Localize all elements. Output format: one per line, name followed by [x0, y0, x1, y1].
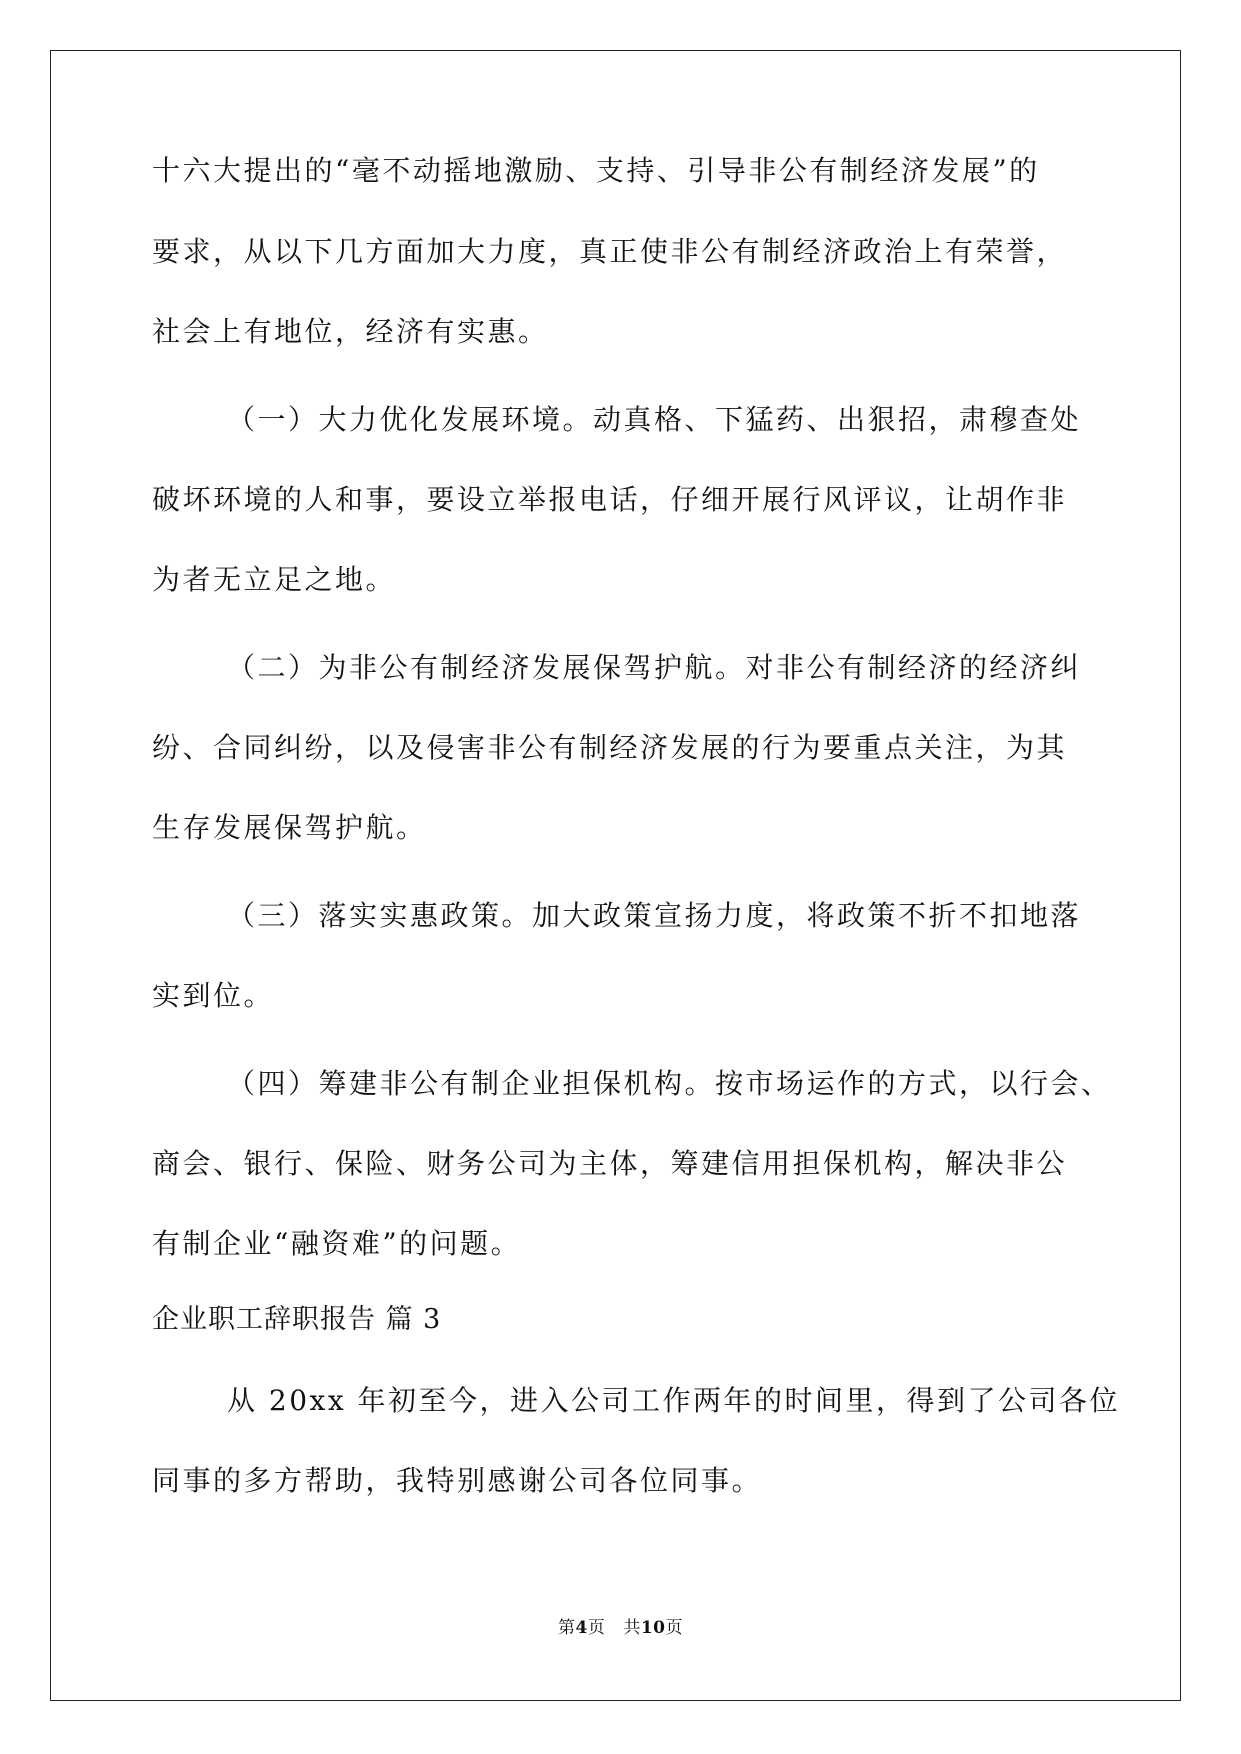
paragraph-line: 十六大提出的“毫不动摇地激励、支持、引导非公有制经济发展”的 [152, 154, 1040, 187]
section-heading: 企业职工辞职报告 篇 3 [152, 1304, 442, 1335]
paragraph-line: 从 20xx 年初至今，进入公司工作两年的时间里，得到了公司各位 [227, 1384, 1121, 1417]
paragraph-line: 社会上有地位，经济有实惠。 [152, 315, 549, 348]
paragraph-line: 同事的多方帮助，我特别感谢公司各位同事。 [152, 1464, 763, 1497]
paragraph-line: （三）落实实惠政策。加大政策宣扬力度，将政策不折不扣地落 [227, 899, 1082, 932]
page-suffix: 页 [587, 1618, 606, 1638]
paragraph-line: （二）为非公有制经济发展保驾护航。对非公有制经济的经济纠 [227, 651, 1082, 684]
paragraph-line: 为者无立足之地。 [152, 563, 397, 596]
total-pages: 10 [640, 1618, 666, 1638]
paragraph-line: 商会、银行、保险、财务公司为主体，筹建信用担保机构，解决非公 [152, 1147, 1068, 1180]
paragraph-line: 生存发展保驾护航。 [152, 811, 427, 844]
page-prefix: 第 [557, 1618, 576, 1638]
page-number: 4 [575, 1618, 588, 1638]
page-border [50, 50, 1181, 1701]
paragraph-line: （一）大力优化发展环境。动真格、下猛药、出狠招，肃穆查处 [227, 403, 1082, 436]
page-footer [0, 1618, 1241, 1638]
paragraph-line: （四）筹建非公有制企业担保机构。按市场运作的方式，以行会、 [227, 1067, 1112, 1100]
paragraph-line: 要求，从以下几方面加大力度，真正使非公有制经济政治上有荣誉， [152, 235, 1068, 268]
paragraph-line: 实到位。 [152, 979, 275, 1012]
paragraph-line: 纷、合同纠纷，以及侵害非公有制经济发展的行为要重点关注，为其 [152, 731, 1068, 764]
paragraph-line: 破坏环境的人和事，要设立举报电话，仔细开展行风评议，让胡作非 [152, 483, 1068, 516]
total-suffix: 页 [665, 1618, 683, 1638]
paragraph-line: 有制企业“融资难”的问题。 [152, 1227, 522, 1260]
total-prefix: 共 [623, 1618, 641, 1638]
